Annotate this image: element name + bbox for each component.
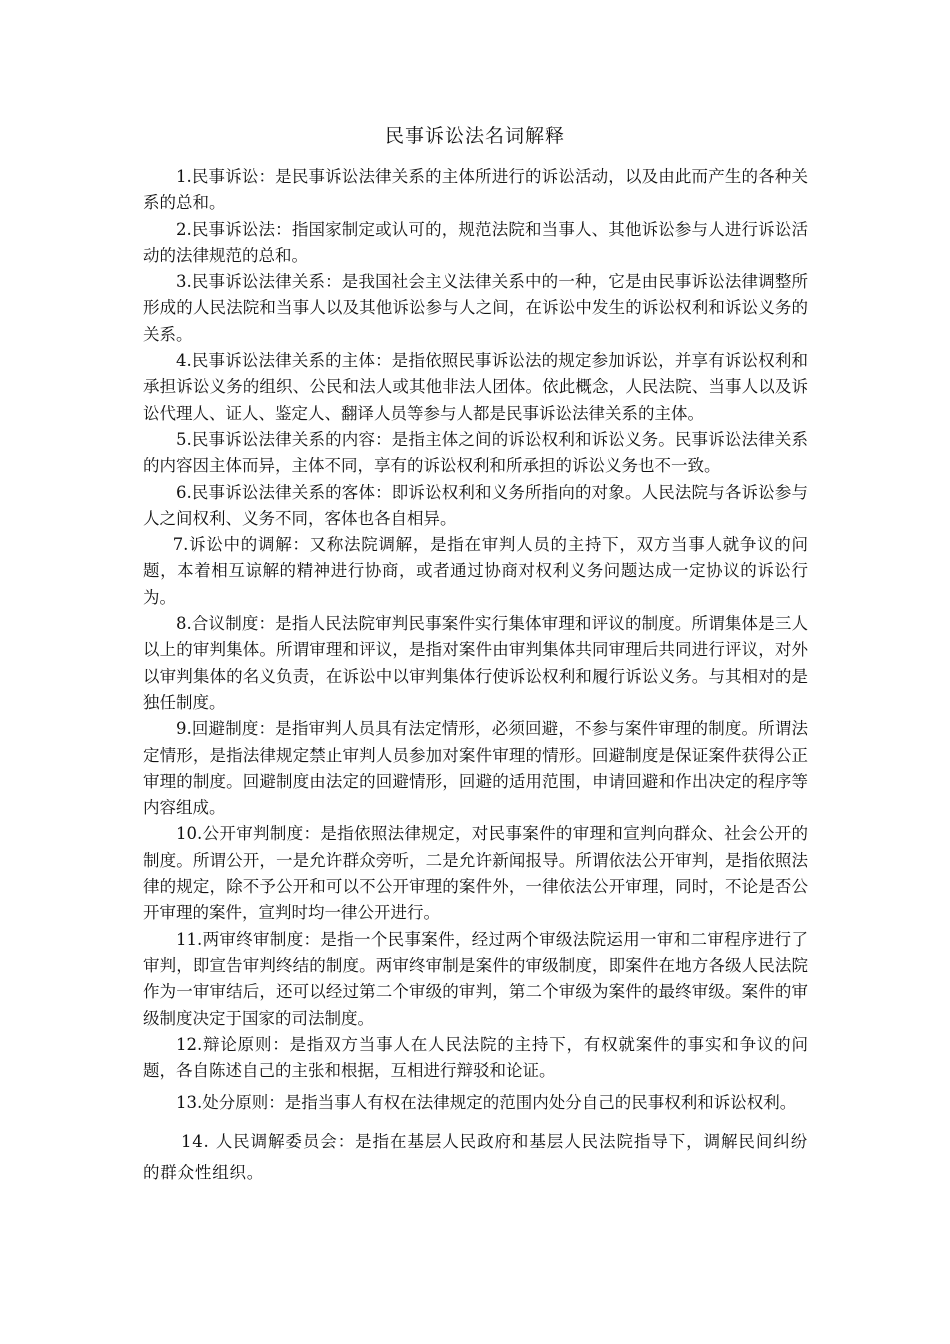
entry-1: 1.民事诉讼：是民事诉讼法律关系的主体所进行的诉讼活动，以及由此而产生的各种关系的总和。 [143, 167, 808, 213]
document-title: 民事诉讼法名词解释 [384, 125, 565, 147]
entry-14: 14. 人民调解委员会：是指在基层人民政府和基层人民法院指导下，调解民间纠纷的群众性组织。 [143, 1132, 808, 1183]
entry-6: 6.民事诉讼法律关系的客体：即诉讼权利和义务所指向的对象。人民法院与各诉讼参与人之间权利、义务不同，客体也各自相异。 [143, 482, 808, 528]
entry-10: 10.公开审判制度：是指依照法律规定，对民事案件的审理和宣判向群众、社会公开的制度。所谓公开，一是允许群众旁听，二是允许新闻报导。所谓依法公开审判，是指依照法律的规定，除不予公开和可以不公开审理的案件外，一律依法公开审理，同时，不论是否公开审理的案件，宣判时均一律公开进行。 [143, 824, 808, 923]
document-body [143, 164, 808, 1188]
entry-4: 4.民事诉讼法律关系的主体：是指依照民事诉讼法的规定参加诉讼，并享有诉讼权利和承担诉讼义务的组织、公民和法人或其他非法人团体。依此概念，人民法院、当事人以及诉讼代理人、证人、鉴定人、翻译人员等参与人都是民事诉讼法律关系的主体。 [143, 351, 808, 423]
entry-8: 8.合议制度：是指人民法院审判民事案件实行集体审理和评议的制度。所谓集体是三人以上的审判集体。所谓审理和评议，是指对案件由审判集体共同审理后共同进行评议，对外以审判集体的名义负责，在诉讼中以审判集体行使诉讼权利和履行诉讼义务。与其相对的是独任制度。 [143, 614, 808, 712]
entry-13: 13.处分原则：是指当事人有权在法律规定的范围内处分自己的民事权利和诉讼权利。 [176, 1093, 797, 1113]
entry-9: 9.回避制度：是指审判人员具有法定情形，必须回避，不参与案件审理的制度。所谓法定情形，是指法律规定禁止审判人员参加对案件审理的情形。回避制度是保证案件获得公正审理的制度。回避制度由法定的回避情形，回避的适用范围，申请回避和作出决定的程序等内容组成。 [143, 719, 808, 818]
entry-7: 7.诉讼中的调解：又称法院调解，是指在审判人员的主持下，双方当事人就争议的问题，本着相互谅解的精神进行协商，或者通过协商对权利义务问题达成一定协议的诉讼行为。 [143, 535, 808, 607]
entry-2: 2.民事诉讼法：指国家制定或认可的，规范法院和当事人、其他诉讼参与人进行诉讼活动的法律规范的总和。 [143, 219, 808, 265]
entry-3: 3.民事诉讼法律关系：是我国社会主义法律关系中的一种，它是由民事诉讼法律调整所形成的人民法院和当事人以及其他诉讼参与人之间，在诉讼中发生的诉讼权利和诉讼义务的关系。 [143, 272, 808, 344]
entry-11: 11.两审终审制度：是指一个民事案件，经过两个审级法院运用一审和二审程序进行了审判，即宣告审判终结的制度。两审终审制是案件的审级制度，即案件在地方各级人民法院作为一审审结后，还可以经过第二个审级的审判，第二个审级为案件的最终审级。案件的审级制度决定于国家的司法制度。 [143, 929, 808, 1028]
entry-5: 5.民事诉讼法律关系的内容：是指主体之间的诉讼权利和诉讼义务。民事诉讼法律关系的内容因主体而异，主体不同，享有的诉讼权利和所承担的诉讼义务也不一致。 [143, 429, 808, 476]
entry-12: 12.辩论原则：是指双方当事人在人民法院的主持下，有权就案件的事实和争议的问题，各自陈述自己的主张和根据，互相进行辩驳和论证。 [143, 1034, 808, 1081]
